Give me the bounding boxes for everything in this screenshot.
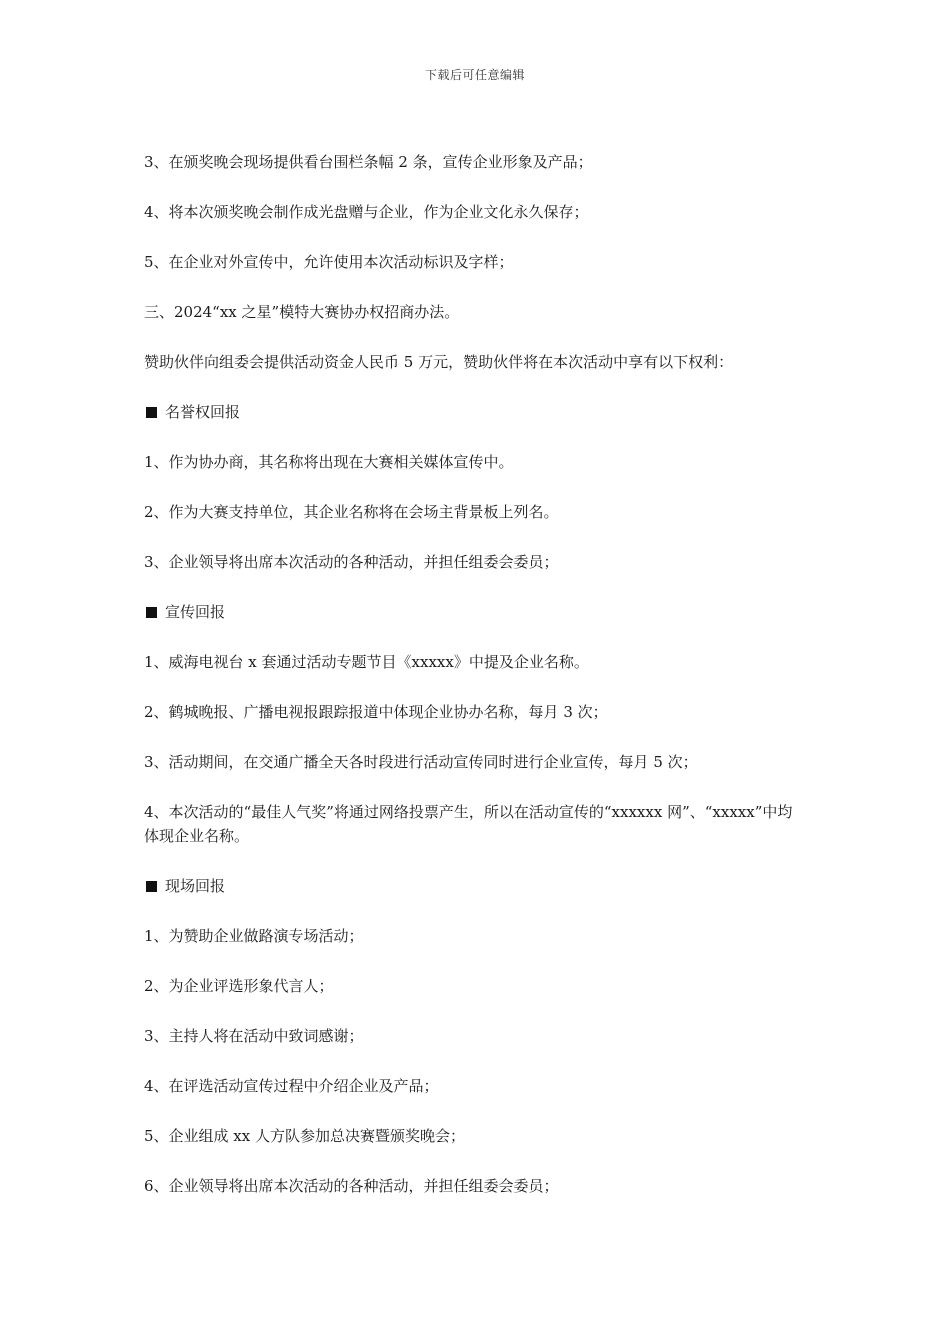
square-bullet-icon (146, 607, 157, 618)
body-paragraph: 3、在颁奖晚会现场提供看台围栏条幅 2 条，宣传企业形象及产品； (144, 153, 593, 171)
body-paragraph: 2、鹤城晚报、广播电视报跟踪报道中体现企业协办名称，每月 3 次； (144, 703, 608, 721)
square-bullet-icon (146, 881, 157, 892)
section-heading (144, 874, 794, 898)
body-paragraph: 4、本次活动的“最佳人气奖”将通过网络投票产生，所以在活动宣传的“xxxxxx 网”、“xxxxx”中均体现企业名称。 (144, 803, 793, 845)
body-paragraph: 1、为赞助企业做路演专场活动； (144, 927, 364, 945)
body-paragraph: 3、企业领导将出席本次活动的各种活动，并担任组委会委员； (144, 553, 559, 571)
body-paragraph: 5、在企业对外宣传中，允许使用本次活动标识及字样； (144, 253, 514, 271)
section-heading (144, 400, 794, 424)
body-paragraph: 5、企业组成 xx 人方队参加总决赛暨颁奖晚会； (144, 1127, 466, 1145)
body-paragraph: 1、作为协办商，其名称将出现在大赛相关媒体宣传中。 (144, 453, 514, 471)
section-heading-label: 宣传回报 (165, 603, 226, 621)
header-note: 下载后可任意编辑 (424, 68, 525, 82)
body-paragraph: 3、主持人将在活动中致词感谢； (144, 1027, 364, 1045)
section-heading (144, 600, 794, 624)
body-paragraph: 3、活动期间，在交通广播全天各时段进行活动宣传同时进行企业宣传，每月 5 次； (144, 753, 698, 771)
section-heading-label: 名誉权回报 (165, 403, 241, 421)
section-heading-label: 现场回报 (165, 877, 226, 895)
body-paragraph: 4、在评选活动宣传过程中介绍企业及产品； (144, 1077, 439, 1095)
body-paragraph: 2、作为大赛支持单位，其企业名称将在会场主背景板上列名。 (144, 503, 559, 521)
square-bullet-icon (146, 407, 157, 418)
body-paragraph: 1、威海电视台 x 套通过活动专题节目《xxxxx》中提及企业名称。 (144, 653, 589, 671)
body-paragraph: 2、为企业评选形象代言人； (144, 977, 334, 995)
body-paragraph: 三、2024“xx 之星”模特大赛协办权招商办法。 (144, 303, 460, 321)
body-paragraph: 6、企业领导将出席本次活动的各种活动，并担任组委会委员； (144, 1177, 559, 1195)
body-paragraph: 赞助伙伴向组委会提供活动资金人民币 5 万元，赞助伙伴将在本次活动中享有以下权利： (144, 353, 734, 371)
document-body (144, 150, 794, 1224)
body-paragraph: 4、将本次颁奖晚会制作成光盘赠与企业，作为企业文化永久保存； (144, 203, 589, 221)
